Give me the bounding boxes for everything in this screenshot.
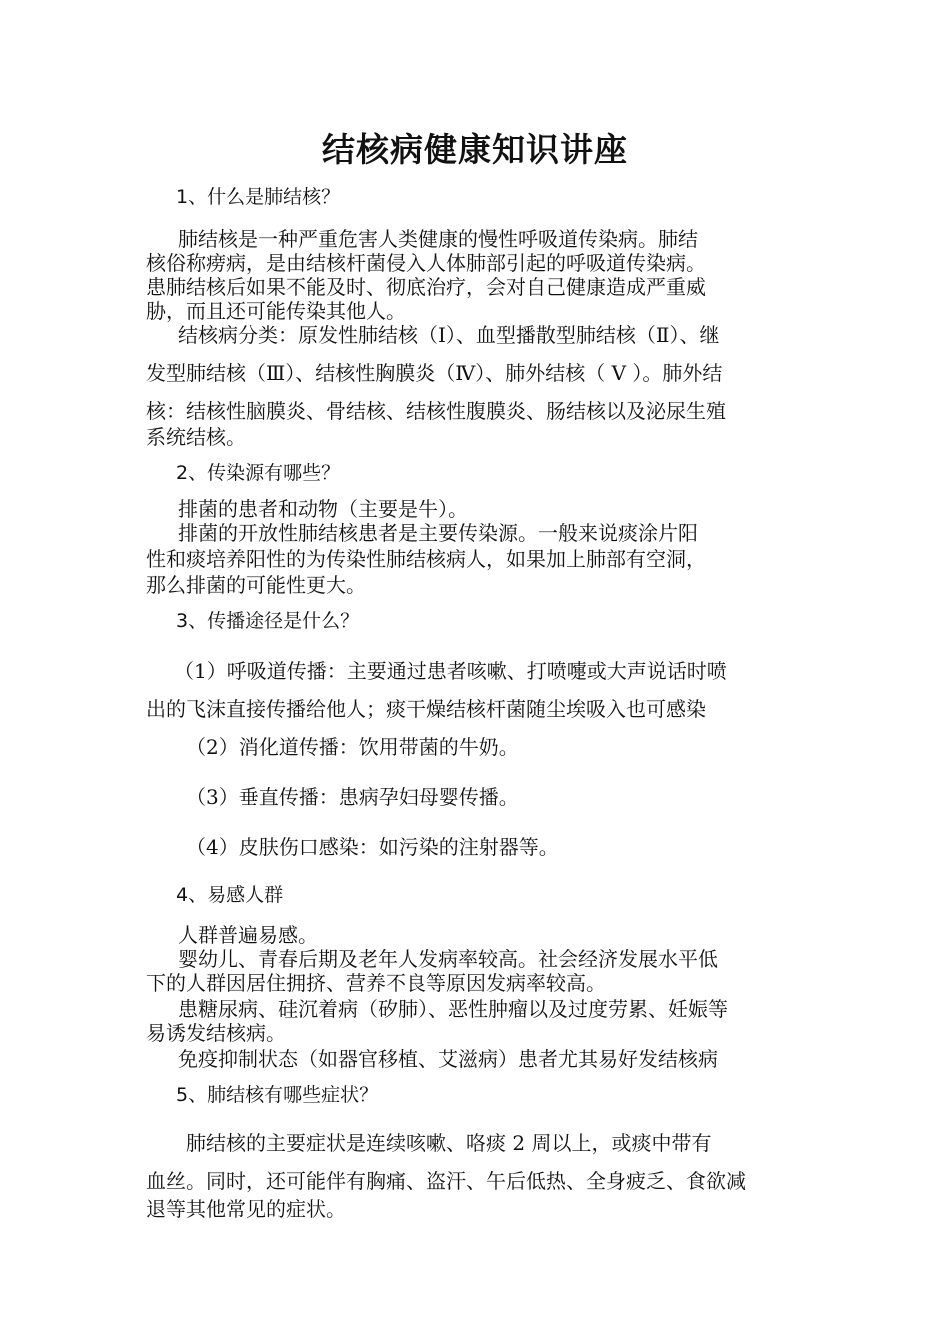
paragraph-line: 婴幼儿、青春后期及老年人发病率较高。社会经济发展水平低: [178, 947, 718, 971]
paragraph-line: 下的人群因居住拥挤、营养不良等原因发病率较高。: [146, 971, 606, 995]
paragraph-line: 系统结核。: [146, 425, 246, 449]
paragraph-line: 人群普遍易感。: [178, 923, 318, 947]
paragraph-line: 排菌的开放性肺结核患者是主要传染源。一般来说痰涂片阳: [178, 521, 698, 545]
paragraph-line: 发型肺结核（Ⅲ）、结核性胸膜炎（Ⅳ）、肺外结核（ Ⅴ ）。肺外结: [146, 361, 723, 385]
paragraph-line: （3）垂直传播：患病孕妇母婴传播。: [186, 785, 519, 809]
paragraph-line: 核俗称痨病，是由结核杆菌侵入人体肺部引起的呼吸道传染病。: [146, 251, 706, 275]
paragraph-line: 胁，而且还可能传染其他人。: [146, 299, 406, 323]
paragraph-line: 血丝。同时，还可能伴有胸痛、盗汗、午后低热、全身疲乏、食欲减: [146, 1169, 746, 1193]
paragraph-line: 患肺结核后如果不能及时、彻底治疗，会对自己健康造成严重威: [146, 275, 706, 299]
paragraph-line: 患糖尿病、硅沉着病（矽肺）、恶性肿瘤以及过度劳累、妊娠等: [178, 997, 728, 1021]
paragraph-line: 肺结核是一种严重危害人类健康的慢性呼吸道传染病。肺结: [178, 227, 698, 251]
section-heading: 2、传染源有哪些？: [176, 462, 341, 484]
paragraph-line: 核：结核性脑膜炎、骨结核、结核性腹膜炎、肠结核以及泌尿生殖: [146, 399, 726, 423]
paragraph-line: 排菌的患者和动物（主要是牛）。: [178, 497, 468, 521]
section-heading: 3、传播途径是什么？: [176, 610, 360, 632]
paragraph-line: 性和痰培养阳性的为传染性肺结核病人，如果加上肺部有空洞，: [146, 547, 706, 571]
paragraph-line: 退等其他常见的症状。: [146, 1197, 346, 1221]
paragraph-line: 免疫抑制状态（如器官移植、艾滋病）患者尤其易好发结核病: [178, 1047, 718, 1071]
paragraph-line: （1）呼吸道传播：主要通过患者咳嗽、打喷嚏或大声说话时喷: [174, 659, 727, 683]
document-title: 结核病健康知识讲座: [322, 130, 628, 169]
paragraph-line: 那么排菌的可能性更大。: [146, 573, 366, 597]
section-heading: 4、易感人群: [176, 884, 284, 906]
paragraph-line: 结核病分类：原发性肺结核（Ⅰ）、血型播散型肺结核（Ⅱ）、继: [178, 323, 720, 347]
section-heading: 5、肺结核有哪些症状？: [176, 1084, 379, 1106]
paragraph-line: 出的飞沫直接传播给他人；痰干燥结核杆菌随尘埃吸入也可感染: [146, 697, 706, 721]
section-heading: 1、什么是肺结核？: [176, 186, 341, 208]
paragraph-line: （2）消化道传播：饮用带菌的牛奶。: [186, 735, 519, 759]
paragraph-line: 易诱发结核病。: [146, 1021, 286, 1045]
paragraph-line: 肺结核的主要症状是连续咳嗽、咯痰 2 周以上，或痰中带有: [186, 1131, 712, 1155]
paragraph-line: （4）皮肤伤口感染：如污染的注射器等。: [186, 835, 559, 859]
